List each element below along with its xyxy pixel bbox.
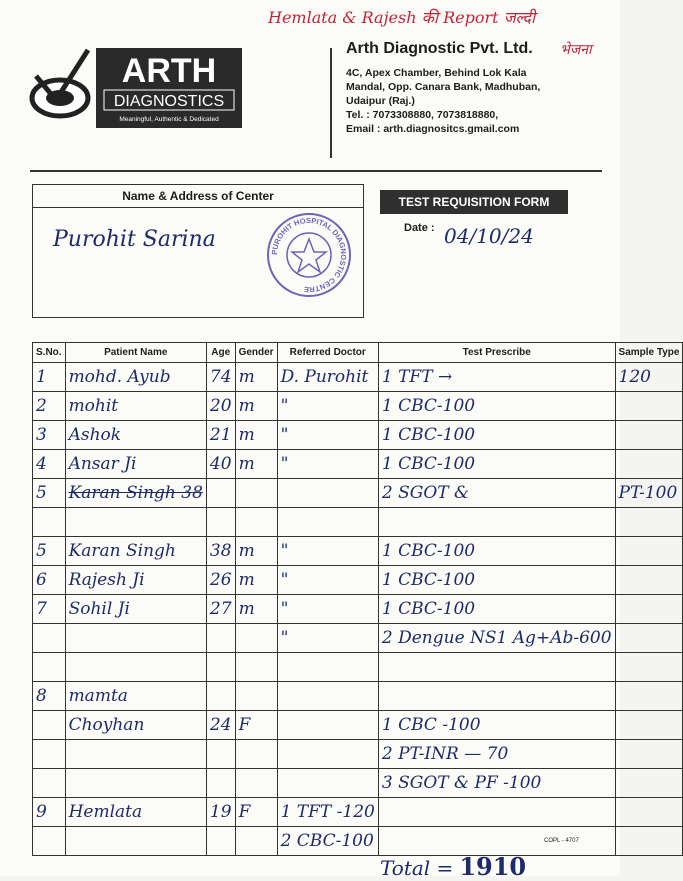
cell-test-prescribe: 1 TFT → — [378, 363, 615, 392]
table-row — [33, 421, 683, 450]
cell-gender: m — [235, 392, 277, 421]
handwritten-note-line1: Hemlata & Rajesh की Report जल्दी — [268, 8, 536, 27]
cell-sample-type — [615, 682, 683, 711]
cell-gender — [235, 740, 277, 769]
cell-referred-doctor — [277, 508, 378, 537]
table-row — [33, 682, 683, 711]
cell-age — [206, 769, 235, 798]
cell-referred-doctor — [277, 653, 378, 682]
cell-sample-type — [615, 392, 683, 421]
cell-sno: 8 — [33, 682, 66, 711]
cell-sno — [33, 624, 66, 653]
cell-age — [206, 653, 235, 682]
table-row — [33, 537, 683, 566]
cell-patient-name: mohd. Ayub — [65, 363, 206, 392]
logo-subtitle: DIAGNOSTICS — [113, 93, 225, 110]
company-telephone: Tel. : 7073308880, 7073818880, — [346, 109, 499, 121]
cell-referred-doctor — [277, 769, 378, 798]
cell-gender: m — [235, 450, 277, 479]
table-row — [33, 363, 683, 392]
table-header-row — [33, 343, 683, 363]
cell-sno: 7 — [33, 595, 66, 624]
cell-age: 74 — [206, 363, 235, 392]
cell-gender: m — [235, 363, 277, 392]
company-address-line1: 4C, Apex Chamber, Behind Lok Kala — [346, 67, 527, 79]
header-rule — [30, 170, 602, 172]
header-sample-type: Sample Type — [615, 343, 683, 363]
cell-test-prescribe — [378, 682, 615, 711]
cell-age: 19 — [206, 798, 235, 827]
logo-tagline: Meaningful, Authentic & Dedicated — [119, 116, 219, 123]
center-name-value: Purohit Sarina — [53, 227, 216, 252]
cell-age: 24 — [206, 711, 235, 740]
cell-patient-name: Rajesh Ji — [65, 566, 206, 595]
cell-gender — [235, 769, 277, 798]
cell-referred-doctor — [277, 740, 378, 769]
cell-test-prescribe: 1 CBC -100 — [378, 711, 615, 740]
patient-table-body — [33, 363, 683, 856]
company-email: Email : arth.diagnositcs.gmail.com — [346, 123, 520, 135]
total-label: Total = — [380, 856, 454, 880]
cell-gender — [235, 653, 277, 682]
cell-sample-type: 120 — [615, 363, 683, 392]
cell-sno: 1 — [33, 363, 66, 392]
cell-age — [206, 508, 235, 537]
cell-patient-name: Ashok — [65, 421, 206, 450]
cell-test-prescribe: 1 CBC-100 — [378, 595, 615, 624]
table-row — [33, 508, 683, 537]
cell-sno: 9 — [33, 798, 66, 827]
table-row — [33, 566, 683, 595]
cell-gender: m — [235, 566, 277, 595]
cell-referred-doctor: 2 CBC-100 — [277, 827, 378, 856]
header-age: Age — [206, 343, 235, 363]
cell-sno: 5 — [33, 537, 66, 566]
cell-referred-doctor: " — [277, 392, 378, 421]
cell-referred-doctor: " — [277, 421, 378, 450]
table-row — [33, 740, 683, 769]
table-row — [33, 479, 683, 508]
cell-sample-type — [615, 595, 683, 624]
total-line — [380, 852, 526, 881]
cell-age — [206, 624, 235, 653]
cell-sample-type — [615, 508, 683, 537]
stamp-text: PUROHIT HOSPITAL DIAGNOSTIC CENTRE — [269, 215, 349, 295]
cell-patient-name: mohit — [65, 392, 206, 421]
cell-test-prescribe: 2 SGOT & — [378, 479, 615, 508]
cell-gender — [235, 508, 277, 537]
cell-test-prescribe: 1 CBC-100 — [378, 421, 615, 450]
cell-patient-name: Karan Singh — [65, 537, 206, 566]
cell-referred-doctor — [277, 479, 378, 508]
table-row — [33, 711, 683, 740]
cell-patient-name: Ansar Ji — [65, 450, 206, 479]
svg-text:PUROHIT HOSPITAL DIAGNOSTIC CE — [270, 216, 348, 294]
date-label: Date : — [404, 222, 435, 234]
cell-sample-type — [615, 537, 683, 566]
cell-gender: m — [235, 595, 277, 624]
company-address-line3: Udaipur (Raj.) — [346, 95, 415, 107]
cell-test-prescribe: 1 CBC-100 — [378, 450, 615, 479]
cell-sample-type: PT-100 — [615, 479, 683, 508]
form-code: COPL - 4707 — [544, 838, 579, 844]
table-row — [33, 624, 683, 653]
cell-gender: F — [235, 711, 277, 740]
table-row — [33, 595, 683, 624]
cell-sample-type — [615, 769, 683, 798]
cell-age: 20 — [206, 392, 235, 421]
cell-test-prescribe: 1 CBC-100 — [378, 537, 615, 566]
header-referred-doctor: Referred Doctor — [277, 343, 378, 363]
cell-test-prescribe: 1 CBC-100 — [378, 392, 615, 421]
cell-sno — [33, 711, 66, 740]
company-name: Arth Diagnostic Pvt. Ltd. — [346, 40, 533, 57]
cell-patient-name — [65, 508, 206, 537]
cell-gender: F — [235, 798, 277, 827]
cell-test-prescribe: 2 Dengue NS1 Ag+Ab-600 — [378, 624, 615, 653]
cell-sno: 5 — [33, 479, 66, 508]
header-test-prescribe: Test Prescribe — [378, 343, 615, 363]
header-patient-name: Patient Name — [65, 343, 206, 363]
total-value: 1910 — [459, 852, 527, 881]
cell-patient-name — [65, 769, 206, 798]
company-address-line2: Mandal, Opp. Canara Bank, Madhuban, — [346, 81, 541, 93]
cell-age: 40 — [206, 450, 235, 479]
cell-age — [206, 740, 235, 769]
cell-sno — [33, 769, 66, 798]
table-row — [33, 827, 683, 856]
cell-sno — [33, 740, 66, 769]
cell-sno — [33, 827, 66, 856]
cell-referred-doctor — [277, 682, 378, 711]
cell-sno — [33, 508, 66, 537]
cell-age: 38 — [206, 537, 235, 566]
cell-sample-type — [615, 624, 683, 653]
cell-sno — [33, 653, 66, 682]
cell-patient-name: Karan Singh 38 — [65, 479, 206, 508]
header-divider — [330, 48, 332, 158]
cell-patient-name: Choyhan — [65, 711, 206, 740]
cell-age — [206, 827, 235, 856]
cell-referred-doctor: " — [277, 595, 378, 624]
cell-sample-type — [615, 421, 683, 450]
cell-sno: 6 — [33, 566, 66, 595]
cell-sample-type — [615, 653, 683, 682]
cell-sample-type — [615, 711, 683, 740]
cell-sno: 2 — [33, 392, 66, 421]
center-box-label: Name & Address of Center — [33, 185, 363, 208]
cell-gender — [235, 479, 277, 508]
cell-gender — [235, 624, 277, 653]
cell-sample-type — [615, 450, 683, 479]
cell-patient-name — [65, 624, 206, 653]
table-row — [33, 450, 683, 479]
cell-patient-name: Hemlata — [65, 798, 206, 827]
cell-gender — [235, 827, 277, 856]
cell-referred-doctor: " — [277, 624, 378, 653]
cell-age: 27 — [206, 595, 235, 624]
cell-age — [206, 682, 235, 711]
cell-patient-name: Sohil Ji — [65, 595, 206, 624]
handwritten-note-line2: भेजना — [560, 42, 592, 58]
arth-logo — [30, 48, 242, 128]
cell-test-prescribe: 2 PT-INR — 70 — [378, 740, 615, 769]
company-details — [346, 40, 616, 136]
cell-patient-name: mamta — [65, 682, 206, 711]
header-gender: Gender — [235, 343, 277, 363]
header-sno: S.No. — [33, 343, 66, 363]
cell-referred-doctor: " — [277, 566, 378, 595]
cell-sample-type — [615, 740, 683, 769]
patient-table — [32, 342, 683, 856]
cell-age — [206, 479, 235, 508]
cell-referred-doctor: " — [277, 450, 378, 479]
cell-referred-doctor: D. Purohit — [277, 363, 378, 392]
cell-test-prescribe — [378, 508, 615, 537]
cell-test-prescribe: 3 SGOT & PF -100 — [378, 769, 615, 798]
form-title: TEST REQUISITION FORM — [380, 190, 568, 214]
cell-test-prescribe — [378, 653, 615, 682]
table-row — [33, 392, 683, 421]
table-row — [33, 798, 683, 827]
cell-age: 26 — [206, 566, 235, 595]
cell-referred-doctor: 1 TFT -120 — [277, 798, 378, 827]
hospital-stamp — [266, 212, 352, 298]
cell-sno: 4 — [33, 450, 66, 479]
cell-referred-doctor: " — [277, 537, 378, 566]
cell-patient-name — [65, 740, 206, 769]
cell-gender: m — [235, 421, 277, 450]
cell-gender: m — [235, 537, 277, 566]
cell-age: 21 — [206, 421, 235, 450]
date-value: 04/10/24 — [444, 224, 534, 248]
cell-test-prescribe: 1 CBC-100 — [378, 566, 615, 595]
logo-title: ARTH — [121, 52, 217, 90]
cell-sample-type — [615, 566, 683, 595]
cell-sample-type — [615, 827, 683, 856]
table-row — [33, 653, 683, 682]
cell-gender — [235, 682, 277, 711]
cell-sample-type — [615, 798, 683, 827]
cell-sno: 3 — [33, 421, 66, 450]
cell-referred-doctor — [277, 711, 378, 740]
cell-patient-name — [65, 827, 206, 856]
table-row — [33, 769, 683, 798]
cell-patient-name — [65, 653, 206, 682]
cell-test-prescribe — [378, 798, 615, 827]
